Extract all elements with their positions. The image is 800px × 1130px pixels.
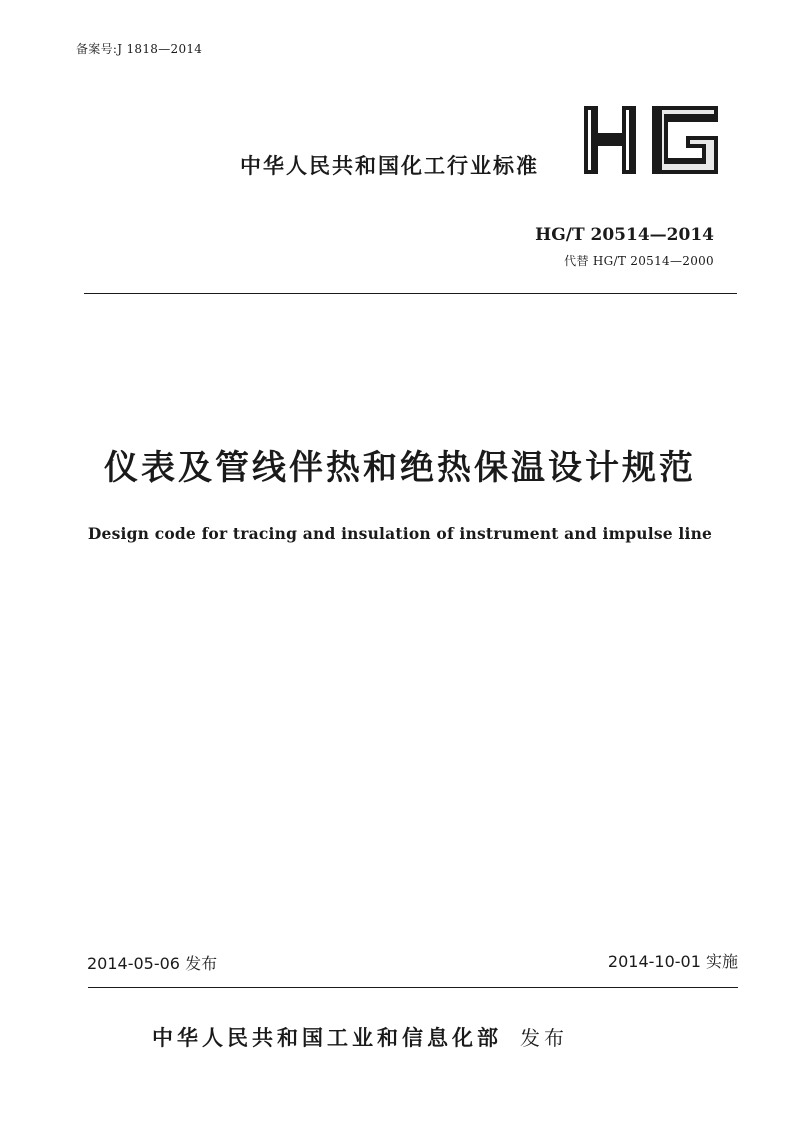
- header-divider: [84, 293, 737, 294]
- document-title-cn: 仪表及管线伴热和绝热保温设计规范: [104, 448, 696, 488]
- publish-label: 发布: [520, 1026, 568, 1050]
- issue-date: 2014-05-06 发布: [87, 954, 218, 973]
- publisher-name: 中华人民共和国工业和信息化部: [152, 1026, 502, 1050]
- document-title-en: Design code for tracing and insulation of instrument and impulse line: [87, 524, 713, 543]
- standard-code: HG/T 20514—2014: [535, 225, 714, 245]
- footer-divider: [88, 987, 738, 988]
- publisher: [152, 1022, 568, 1052]
- implementation-date: 2014-10-01 实施: [607, 952, 738, 971]
- replaces-standard: 代替 HG/T 20514—2000: [564, 254, 714, 268]
- standard-category-title: 中华人民共和国化工行业标准: [240, 154, 539, 178]
- record-number: 备案号:J 1818—2014: [76, 42, 203, 56]
- hg-logo-icon: [582, 104, 722, 176]
